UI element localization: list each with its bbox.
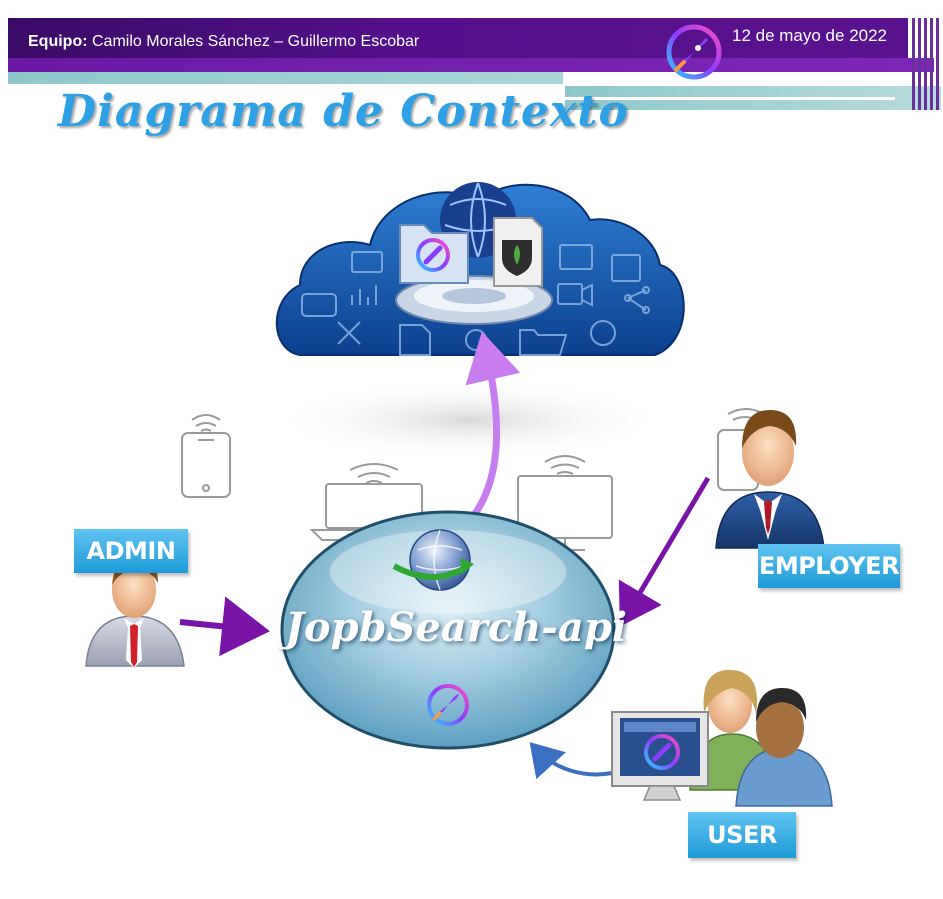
rocket-logo-icon (669, 27, 719, 77)
folder-rocket-icon (400, 225, 468, 283)
team-members: Camilo Morales Sánchez – Guillermo Escobar (92, 33, 420, 50)
cloud-shadow (270, 380, 670, 460)
mongodb-document-icon (494, 218, 542, 286)
team-label: Equipo: (28, 33, 88, 50)
admin-label: ADMIN (74, 529, 188, 573)
employer-label: EMPLOYER (758, 544, 900, 588)
admin-to-api-arrow (180, 622, 258, 630)
computer-icon (612, 712, 708, 800)
cloud-database (277, 182, 684, 355)
employer-to-api-arrow (625, 478, 708, 618)
user-label: USER (688, 812, 796, 858)
admin-avatar (86, 557, 184, 668)
user-group-avatar (690, 670, 832, 806)
phone-icon (182, 415, 230, 497)
api-system-name: JopbSearch-api (285, 604, 627, 651)
user-to-api-arrow (535, 748, 612, 774)
header-date: 12 de mayo de 2022 (732, 26, 888, 45)
page-title: Diagrama de Contexto (58, 86, 629, 137)
